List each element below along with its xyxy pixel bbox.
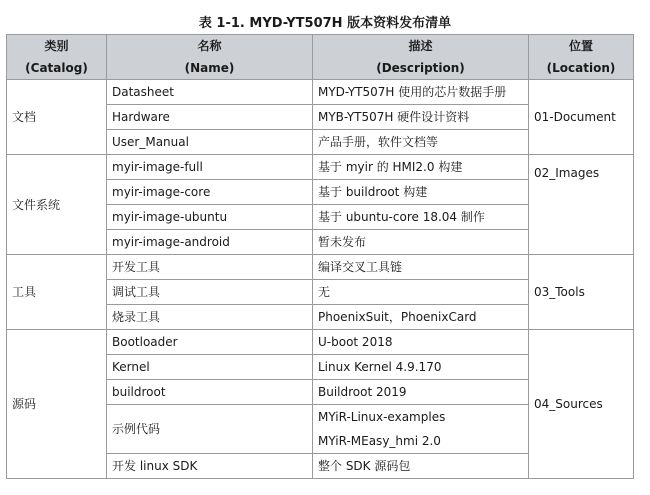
description-cell: Buildroot 2019	[313, 380, 529, 405]
location-cell: 03_Tools	[529, 255, 634, 330]
name-cell: 示例代码	[107, 405, 313, 454]
description-line: MYiR-MEasy_hmi 2.0	[318, 434, 441, 448]
description-cell: PhoenixSuit，PhoenixCard	[313, 305, 529, 330]
header-location: 位置 (Location)	[529, 35, 634, 80]
table-caption: 表 1-1. MYD-YT507H 版本资料发布清单	[198, 16, 452, 31]
description-cell	[313, 405, 529, 454]
header-catalog: 类别 (Catalog)	[7, 35, 107, 80]
catalog-cell: 文件系统	[7, 155, 107, 255]
description-cell: 基于 ubuntu-core 18.04 制作	[313, 205, 529, 230]
description-cell: 基于 buildroot 构建	[313, 180, 529, 205]
description-cell: Linux Kernel 4.9.170	[313, 355, 529, 380]
table-row	[7, 80, 634, 105]
description-cell: 基于 myir 的 HMI2.0 构建	[313, 155, 529, 180]
name-cell: 调试工具	[107, 280, 313, 305]
name-cell: Kernel	[107, 355, 313, 380]
name-cell: Datasheet	[107, 80, 313, 105]
name-cell: myir-image-android	[107, 230, 313, 255]
description-cell: 编译交叉工具链	[313, 255, 529, 280]
name-cell: User_Manual	[107, 130, 313, 155]
table-row	[7, 255, 634, 280]
description-cell: 暂未发布	[313, 230, 529, 255]
description-cell: 无	[313, 280, 529, 305]
description-cell: MYD-YT507H 使用的芯片数据手册	[313, 80, 529, 105]
description-cell: 整个 SDK 源码包	[313, 454, 529, 479]
header-name: 名称 (Name)	[107, 35, 313, 80]
name-cell: Bootloader	[107, 330, 313, 355]
release-table	[6, 34, 634, 479]
table-row	[7, 330, 634, 355]
name-cell: myir-image-ubuntu	[107, 205, 313, 230]
location-cell: 01-Document	[529, 80, 634, 155]
catalog-cell: 文档	[7, 80, 107, 155]
description-line: MYiR-Linux-examples	[318, 410, 446, 424]
name-cell: buildroot	[107, 380, 313, 405]
location-cell: 02_Images	[529, 155, 634, 255]
table-header-row	[7, 35, 634, 80]
catalog-cell: 工具	[7, 255, 107, 330]
description-cell: MYB-YT507H 硬件设计资料	[313, 105, 529, 130]
name-cell: myir-image-core	[107, 180, 313, 205]
name-cell: 开发 linux SDK	[107, 454, 313, 479]
name-cell: Hardware	[107, 105, 313, 130]
catalog-cell: 源码	[7, 330, 107, 479]
name-cell: myir-image-full	[107, 155, 313, 180]
description-cell: U-boot 2018	[313, 330, 529, 355]
location-cell: 04_Sources	[529, 330, 634, 479]
header-description: 描述 (Description)	[313, 35, 529, 80]
description-cell: 产品手册，软件文档等	[313, 130, 529, 155]
name-cell: 开发工具	[107, 255, 313, 280]
name-cell: 烧录工具	[107, 305, 313, 330]
table-row	[7, 155, 634, 180]
